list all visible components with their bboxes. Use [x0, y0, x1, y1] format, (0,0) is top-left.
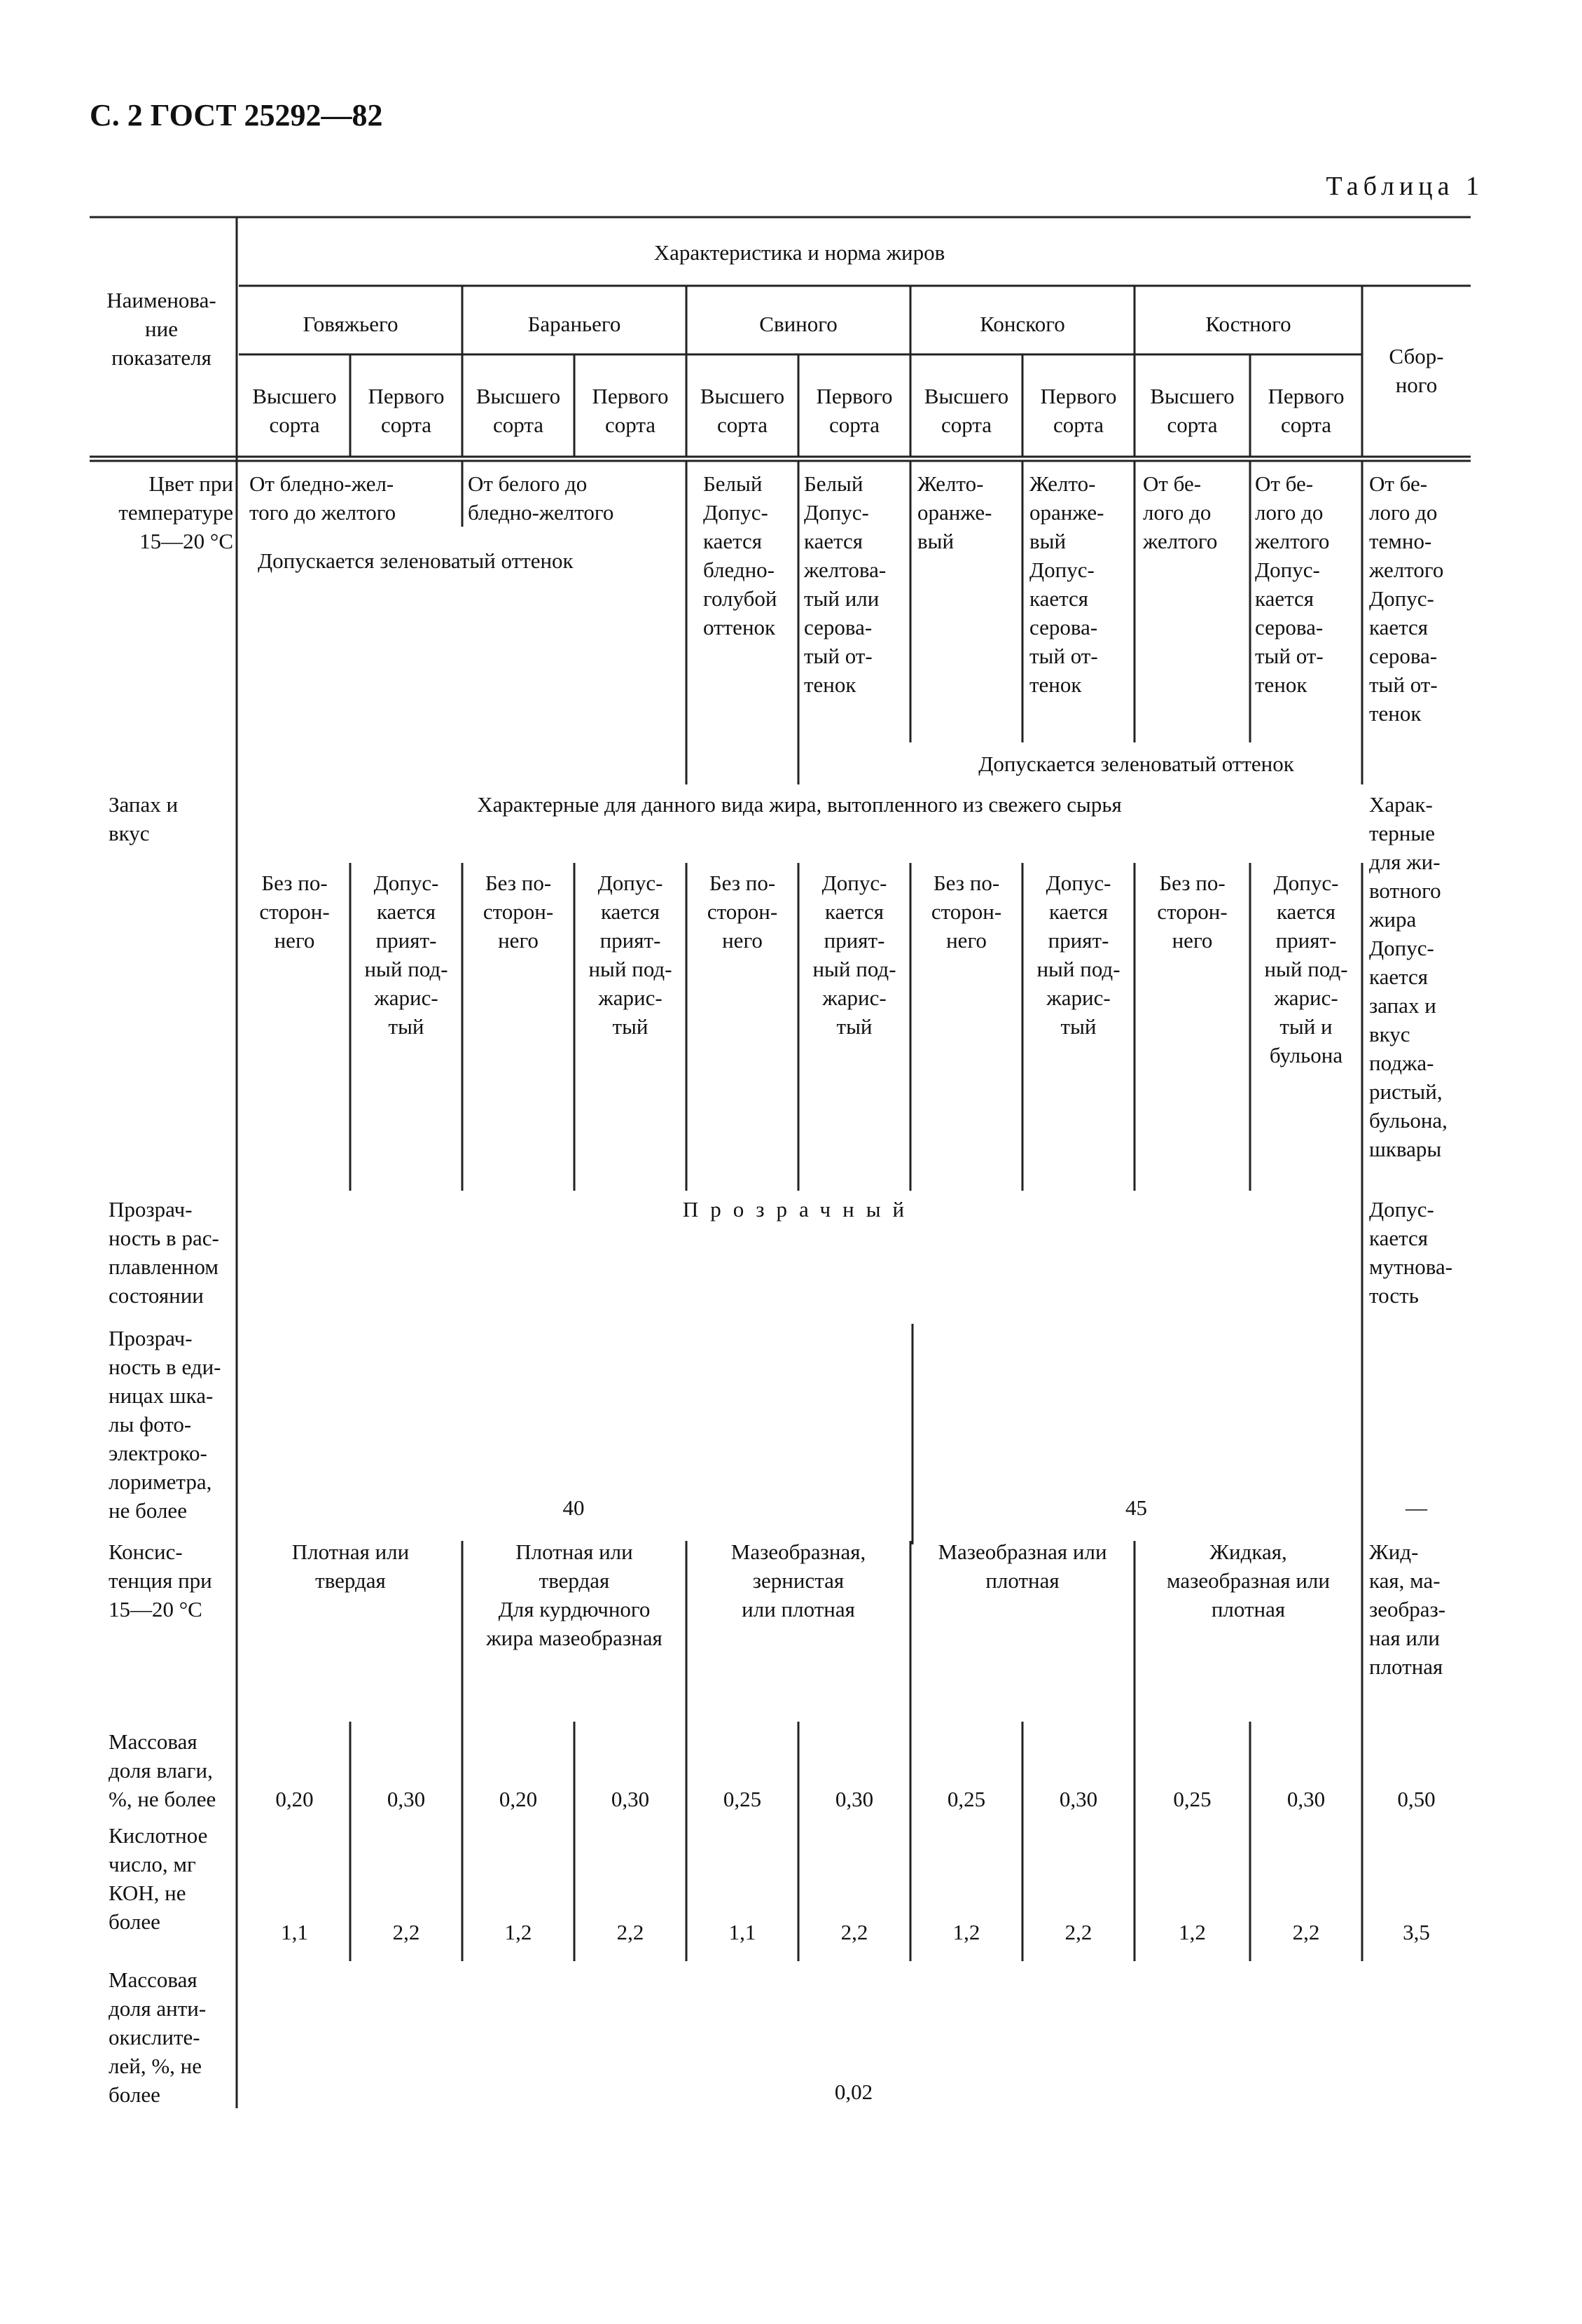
moisture-value: 0,30	[611, 1787, 650, 1811]
row-label-acid: Кислотное число, мг КОН, не более	[109, 1823, 208, 1934]
grade-high-header: Высшего сорта	[476, 384, 561, 437]
color-bone-high: От бе- лого до желтого	[1143, 471, 1218, 553]
grade-first-header: Первого сорта	[1268, 384, 1345, 437]
moisture-value: 0,20	[499, 1787, 538, 1811]
color-horse-high: Желто- оранже- вый	[917, 471, 992, 553]
fat-header-beef: Говяжьего	[303, 312, 398, 336]
moisture-value: 0,30	[1286, 1787, 1326, 1811]
grade-high-header: Высшего сорта	[924, 384, 1009, 437]
fat-header-bone: Костного	[1205, 312, 1291, 336]
acid-value: 2,2	[1292, 1920, 1320, 1944]
consistency-bone: Жидкая, мазеобразная или плотная	[1167, 1540, 1330, 1621]
grade-high-header: Высшего сорта	[1150, 384, 1235, 437]
consistency-sborn: Жид- кая, ма- зеобраз- ная или плотная	[1369, 1540, 1446, 1679]
color-green-note-2: Допускается зеленоватый оттенок	[978, 752, 1294, 776]
consistency-pork: Мазеобразная, зернистая или плотная	[730, 1540, 866, 1621]
smell-beef-first: Допус- кается прият- ный под- жарис- тый	[364, 871, 448, 1039]
moisture-value: 0,25	[947, 1787, 986, 1811]
color-horse-first: Желто- оранже- вый Допус- кается серова- тый от- тенок	[1029, 471, 1104, 697]
smell-sborn: Харак- терные для жи- вотного жира Допус- кается запах и вкус поджа- ристый, бульона, шквары	[1369, 792, 1448, 1161]
smell-horse-first: Допус- кается прият- ный под- жарис- тый	[1036, 871, 1120, 1039]
acid-value: 1,2	[504, 1920, 532, 1944]
clarity-scale-sborn: —	[1406, 1495, 1427, 1520]
moisture-value: 0,30	[1059, 1787, 1098, 1811]
acid-value: 1,2	[952, 1920, 980, 1944]
fat-header-mutton: Бараньего	[527, 312, 621, 336]
row-label-consistency: Консис- тенция при 15—20 °С	[109, 1540, 212, 1621]
acid-value: 2,2	[840, 1920, 868, 1944]
fat-header-sborn: Сбор- ного	[1389, 344, 1444, 397]
smell-bone-first: Допус- кается прият- ный под- жарис- тый и бульона	[1264, 871, 1348, 1067]
table-caption: Таблица 1	[1326, 172, 1484, 201]
page-header: С. 2 ГОСТ 25292—82	[90, 98, 383, 132]
indicator-header: Наименова- ние показателя	[106, 288, 216, 370]
row-label-antiox: Массовая доля анти- окислите- лей, %, не более	[109, 1967, 207, 2107]
consistency-horse: Мазеобразная или плотная	[938, 1540, 1107, 1593]
smell-pork-first: Допус- кается прият- ный под- жарис- тый	[812, 871, 896, 1039]
acid-value: 2,2	[392, 1920, 420, 1944]
moisture-value: 0,30	[387, 1787, 426, 1811]
grade-first-header: Первого сорта	[816, 384, 893, 437]
color-mutton: От белого до бледно-желтого	[468, 471, 614, 525]
clarity-sborn: Допус- кается мутнова- тость	[1369, 1197, 1453, 1308]
color-bone-first: От бе- лого до желтого Допус- кается серова- тый от- тенок	[1255, 471, 1330, 697]
color-green-note-1: Допускается зеленоватый оттенок	[258, 548, 574, 573]
acid-value: 1,1	[281, 1920, 308, 1944]
grade-first-header: Первого сорта	[1040, 384, 1117, 437]
acid-value: 3,5	[1403, 1920, 1430, 1944]
clarity-value: Прозрачный	[682, 1197, 917, 1222]
row-label-moisture: Массовая доля влаги, %, не более	[109, 1729, 216, 1811]
grade-high-header: Высшего сорта	[700, 384, 785, 437]
color-pork-high: Белый Допус- кается бледно- голубой оттенок	[703, 471, 777, 639]
grade-high-header: Высшего сорта	[252, 384, 337, 437]
smell-horse-high: Без по- сторон- него	[931, 871, 1002, 953]
characteristic-header: Характеристика и норма жиров	[653, 240, 945, 265]
consistency-beef: Плотная или твердая	[291, 1540, 410, 1593]
consistency-mutton: Плотная или твердая Для курдючного жира мазеобразная	[486, 1540, 662, 1650]
color-sborn: От бе- лого до темно- желтого Допус- кается серова- тый от- тенок	[1369, 471, 1444, 726]
smell-mutton-high: Без по- сторон- него	[483, 871, 554, 953]
acid-value: 2,2	[1064, 1920, 1092, 1944]
clarity-scale-left: 40	[562, 1495, 585, 1520]
moisture-value: 0,20	[275, 1787, 314, 1811]
color-pork-first: Белый Допус- кается желтова- тый или серова- тый от- тенок	[804, 471, 887, 697]
row-label-clarity-scale: Прозрач- ность в еди- ницах шка- лы фото- электроко- лориметра, не более	[109, 1326, 221, 1523]
grade-first-header: Первого сорта	[592, 384, 669, 437]
acid-value: 2,2	[616, 1920, 644, 1944]
smell-mutton-first: Допус- кается прият- ный под- жарис- тый	[588, 871, 672, 1039]
moisture-value: 0,50	[1397, 1787, 1436, 1811]
row-label-clarity: Прозрач- ность в рас- плавленном состоянии	[109, 1197, 219, 1308]
row-label-smell: Запах и вкус	[109, 792, 179, 845]
clarity-scale-right: 45	[1125, 1495, 1147, 1520]
smell-common: Характерные для данного вида жира, вытопленного из свежего сырья	[477, 792, 1122, 817]
smell-beef-high: Без по- сторон- него	[259, 871, 330, 953]
smell-bone-high: Без по- сторон- него	[1157, 871, 1228, 953]
acid-value: 1,2	[1179, 1920, 1206, 1944]
grade-first-header: Первого сорта	[368, 384, 445, 437]
moisture-value: 0,30	[835, 1787, 874, 1811]
moisture-value: 0,25	[1173, 1787, 1212, 1811]
acid-value: 1,1	[728, 1920, 756, 1944]
fat-header-pork: Свиного	[759, 312, 838, 336]
antiox-value: 0,02	[834, 2080, 873, 2104]
color-beef: От бледно-жел- того до желтого	[249, 471, 396, 525]
fat-header-horse: Конского	[980, 312, 1065, 336]
row-label-color: Цвет при температуре 15—20 °С	[118, 471, 233, 553]
smell-pork-high: Без по- сторон- него	[707, 871, 778, 953]
moisture-value: 0,25	[723, 1787, 762, 1811]
